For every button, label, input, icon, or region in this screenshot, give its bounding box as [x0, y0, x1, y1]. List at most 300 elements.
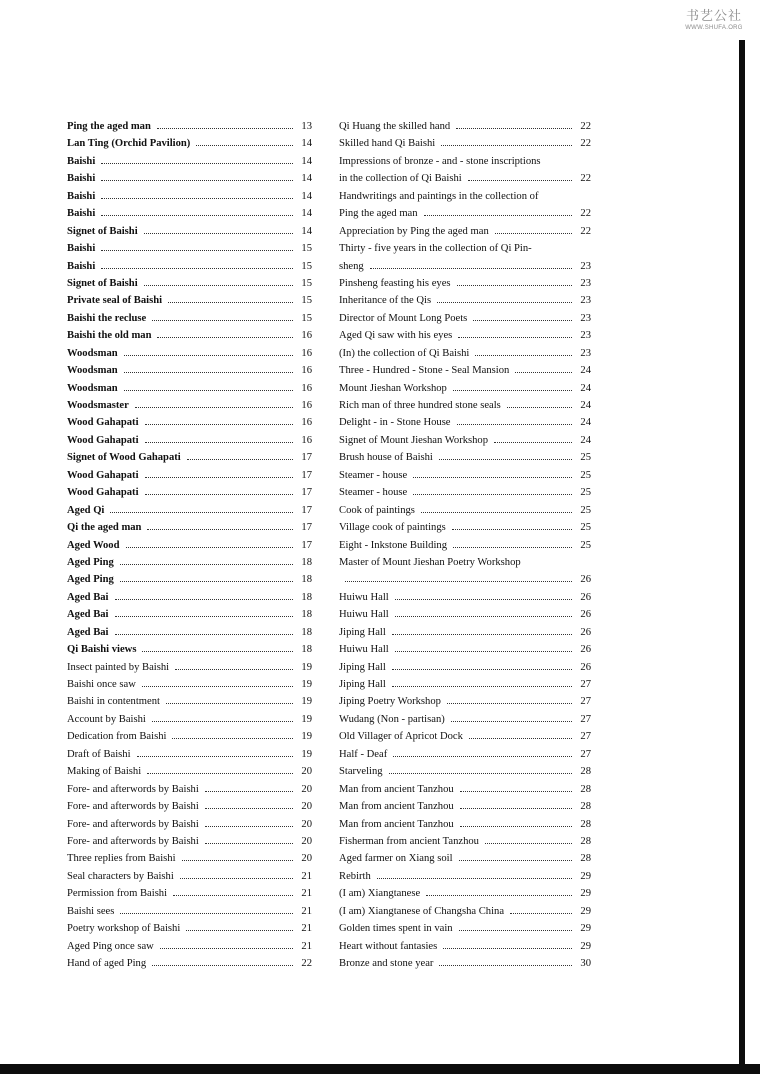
toc-entry-title: Thirty - five years in the collection of Qi Pin-: [339, 243, 532, 255]
toc-entry-title: Jiping Poetry Workshop: [339, 696, 441, 708]
toc-entry-title: Signet of Baishi: [67, 277, 138, 289]
dot-leader: [135, 397, 293, 408]
toc-entry: [67, 659, 312, 676]
toc-entry-title: Rebirth: [339, 870, 371, 882]
toc-entry-page: 14: [301, 138, 312, 150]
toc-entry-title: Bronze and stone year: [339, 958, 434, 969]
toc-entry: [339, 885, 591, 902]
toc-entry-page: 22: [301, 958, 312, 969]
toc-entry-title: Man from ancient Tanzhou: [339, 801, 454, 813]
toc-entry-page: 30: [580, 958, 591, 969]
toc-entry-page: 16: [301, 400, 312, 411]
dot-leader: [101, 258, 293, 269]
toc-entry-title: Draft of Baishi: [67, 748, 131, 760]
dot-leader: [468, 170, 572, 181]
dot-leader: [145, 414, 293, 425]
toc-entry: [67, 135, 312, 152]
toc-entry: [67, 763, 312, 780]
toc-entry-title: Golden times spent in vain: [339, 923, 453, 935]
toc-entry-title: Signet of Mount Jieshan Workshop: [339, 434, 489, 446]
toc-entry: [67, 746, 312, 763]
toc-entry-title: Qi the aged man: [67, 522, 142, 534]
toc-entry: [67, 362, 312, 379]
toc-entry-page: 22: [580, 225, 591, 237]
toc-entry-page: 24: [580, 365, 591, 377]
toc-entry-title: Delight - in - Stone House: [339, 417, 451, 429]
toc-entry-page: 23: [580, 312, 591, 324]
toc-entry: [67, 571, 312, 588]
toc-entry: [339, 153, 591, 170]
toc-entry-page: 20: [301, 818, 312, 830]
dot-leader: [451, 711, 572, 722]
toc-entry: [67, 519, 312, 536]
toc-entry: [339, 188, 591, 205]
toc-entry: [67, 292, 312, 309]
dot-leader: [413, 484, 572, 495]
toc-entry: [339, 135, 591, 152]
toc-entry-page: 27: [580, 679, 591, 690]
toc-entry: [339, 327, 591, 344]
toc-entry-title: Fore- and afterwords by Baishi: [67, 801, 199, 813]
toc-entry-title: Fore- and afterwords by Baishi: [67, 818, 199, 830]
toc-entry: [67, 641, 312, 658]
dot-leader: [485, 833, 572, 844]
toc-entry-title: Baishi: [67, 243, 96, 255]
toc-entry-page: 28: [580, 766, 591, 778]
toc-entry-page: 29: [580, 923, 591, 935]
dot-leader: [186, 920, 293, 931]
toc-entry: [339, 833, 591, 850]
toc-entry-page: 20: [301, 835, 312, 847]
toc-entry: [67, 676, 312, 693]
toc-entry-page: 22: [580, 138, 591, 150]
toc-entry: [67, 484, 312, 501]
toc-entry-title: Woodsmaster: [67, 400, 129, 411]
toc-entry: [67, 327, 312, 344]
toc-entry: [67, 938, 312, 955]
toc-entry-page: 29: [580, 888, 591, 900]
toc-entry: [339, 484, 591, 501]
dot-leader: [187, 449, 293, 460]
dot-leader: [460, 816, 572, 827]
toc-entry: [339, 816, 591, 833]
dot-leader: [392, 624, 572, 635]
dot-leader: [172, 728, 293, 739]
dot-leader: [180, 868, 293, 879]
dot-leader: [152, 955, 293, 966]
toc-entry-page: 26: [580, 626, 591, 638]
dot-leader: [424, 205, 572, 216]
toc-entry-page: 25: [580, 539, 591, 551]
toc-entry-title: Half - Deaf: [339, 748, 388, 760]
toc-entry-page: 20: [301, 783, 312, 795]
toc-entry-title: Old Villager of Apricot Dock: [339, 731, 463, 743]
toc-entry-title: Huiwu Hall: [339, 591, 389, 603]
toc-entry: [67, 554, 312, 571]
toc-entry-title: Eight - Inkstone Building: [339, 539, 447, 551]
toc-entry-page: 23: [580, 330, 591, 342]
toc-entry: [339, 920, 591, 937]
toc-entry: [339, 554, 591, 571]
toc-entry-page: 27: [580, 713, 591, 725]
dot-leader: [152, 711, 293, 722]
toc-entry-title: Wood Gahapati: [67, 469, 139, 481]
dot-leader: [137, 746, 293, 757]
toc-entry-page: 14: [301, 225, 312, 237]
toc-entry-title: Fisherman from ancient Tanzhou: [339, 835, 479, 847]
toc-entry-page: 15: [301, 295, 312, 307]
toc-entry-page: 17: [301, 539, 312, 551]
watermark: [678, 8, 750, 42]
toc-entry: [339, 606, 591, 623]
dot-leader: [389, 763, 572, 774]
dot-leader: [475, 345, 572, 356]
toc-entry-title: Aged farmer on Xiang soil: [339, 853, 453, 865]
toc-entry-title: Baishi in contentment: [67, 696, 160, 708]
toc-entry-title: Aged Ping: [67, 574, 114, 586]
dot-leader: [457, 414, 572, 425]
toc-entry: [67, 885, 312, 902]
toc-entry-title: Hand of aged Ping: [67, 958, 147, 969]
toc-entry-title: Lan Ting (Orchid Pavilion): [67, 138, 191, 150]
toc-entry: [339, 676, 591, 693]
toc-entry-title: Insect painted by Baishi: [67, 661, 170, 673]
watermark-url: WWW.SHUFA.ORG: [685, 25, 743, 31]
toc-entry-page: 18: [301, 556, 312, 568]
toc-entry: [339, 519, 591, 536]
toc-entry: [67, 449, 312, 466]
toc-entry-title: Permission from Baishi: [67, 888, 168, 900]
toc-entry-page: 19: [301, 748, 312, 760]
toc-entry-title: Baishi: [67, 155, 96, 167]
dot-leader: [101, 240, 293, 251]
toc-entry-title: Seal characters by Baishi: [67, 870, 174, 882]
toc-entry-page: 24: [580, 434, 591, 446]
toc-entry-title: Aged Bai: [67, 609, 109, 621]
dot-leader: [124, 362, 293, 373]
toc-entry-page: 17: [301, 504, 312, 516]
toc-entry-title: Private seal of Baishi: [67, 295, 163, 307]
dot-leader: [453, 380, 572, 391]
dot-leader: [142, 641, 293, 652]
toc-entry: [67, 537, 312, 554]
toc-entry-title: in the collection of Qi Baishi: [339, 173, 462, 185]
toc-entry-page: 21: [301, 940, 312, 952]
toc-entry: [339, 362, 591, 379]
toc-entry-title: Fore- and afterwords by Baishi: [67, 835, 199, 847]
toc-entry-title: Wood Gahapati: [67, 417, 139, 429]
toc-entry: [67, 188, 312, 205]
dot-leader: [173, 885, 293, 896]
toc-entry: [339, 223, 591, 240]
dot-leader: [453, 537, 572, 548]
page-edge-right: [739, 40, 745, 1074]
toc-entry-page: 21: [301, 923, 312, 935]
toc-entry-page: 15: [301, 312, 312, 324]
toc-entry: [339, 467, 591, 484]
toc-entry-title: Rich man of three hundred stone seals: [339, 400, 501, 411]
toc-entry-title: Starveling: [339, 766, 383, 778]
toc-entry-page: 18: [301, 591, 312, 603]
toc-entry-title: (I am) Xiangtanese: [339, 888, 421, 900]
toc-entry-title: Heart without fantasies: [339, 940, 438, 952]
toc-entry: [339, 798, 591, 815]
toc-entry-title: Huiwu Hall: [339, 644, 389, 656]
dot-leader: [196, 135, 293, 146]
toc-entry-title: Baishi: [67, 260, 96, 272]
dot-leader: [101, 153, 293, 164]
toc-entry-page: 28: [580, 853, 591, 865]
toc-entry-title: sheng: [339, 260, 364, 272]
toc-entry-title: Making of Baishi: [67, 766, 142, 778]
toc-entry-title: Aged Ping: [67, 556, 114, 568]
toc-entry: [67, 606, 312, 623]
dot-leader: [469, 728, 572, 739]
toc-entry-page: 21: [301, 870, 312, 882]
toc-entry: [67, 170, 312, 187]
toc-entry-page: 29: [580, 905, 591, 917]
toc-entry: [67, 816, 312, 833]
dot-leader: [205, 816, 293, 827]
dot-leader: [160, 938, 293, 949]
toc-entry-page: 15: [301, 277, 312, 289]
toc-entry: [67, 502, 312, 519]
toc-entry-title: (In) the collection of Qi Baishi: [339, 347, 470, 359]
toc-entry-title: Signet of Wood Gahapati: [67, 452, 181, 464]
toc-entry-page: 19: [301, 713, 312, 725]
toc-entry: [339, 449, 591, 466]
toc-entry-page: 22: [580, 173, 591, 185]
toc-entry-page: 26: [580, 591, 591, 603]
watermark-mark: 书艺公社: [685, 8, 742, 23]
toc-entry: [67, 310, 312, 327]
toc-entry: [339, 781, 591, 798]
toc-entry-page: 23: [580, 277, 591, 289]
dot-leader: [126, 537, 294, 548]
toc-entry-page: 17: [301, 469, 312, 481]
toc-entry-title: Three - Hundred - Stone - Seal Mansion: [339, 365, 510, 377]
toc-entry-page: 23: [580, 295, 591, 307]
toc-entry-title: Steamer - house: [339, 469, 408, 481]
toc-entry: [339, 763, 591, 780]
toc-entry: [67, 205, 312, 222]
dot-leader: [443, 938, 572, 949]
toc-entry-title: Dedication from Baishi: [67, 731, 167, 743]
toc-entry-page: 21: [301, 888, 312, 900]
toc-entry-page: 24: [580, 417, 591, 429]
dot-leader: [447, 693, 572, 704]
dot-leader: [441, 135, 572, 146]
dot-leader: [377, 868, 572, 879]
toc-entry-title: Fore- and afterwords by Baishi: [67, 783, 199, 795]
toc-entry: [339, 258, 591, 275]
toc-entry-title: Baishi once saw: [67, 679, 136, 690]
toc-entry-page: 26: [580, 661, 591, 673]
toc-entry-page: 22: [580, 121, 591, 132]
toc-entry-page: 16: [301, 417, 312, 429]
toc-entry: [339, 868, 591, 885]
dot-leader: [507, 397, 572, 408]
page-edge-bottom: [0, 1064, 760, 1074]
toc-entry: [67, 624, 312, 641]
toc-entry-page: 19: [301, 696, 312, 708]
dot-leader: [395, 589, 572, 600]
toc-entry: [339, 746, 591, 763]
toc-entry-title: Mount Jieshan Workshop: [339, 382, 447, 394]
toc-entry-title: Aged Qi saw with his eyes: [339, 330, 453, 342]
toc-entry: [67, 920, 312, 937]
toc-entry-page: 17: [301, 487, 312, 499]
dot-leader: [147, 519, 293, 530]
toc-entry-title: Three replies from Baishi: [67, 853, 176, 865]
dot-leader: [439, 449, 572, 460]
dot-leader: [152, 310, 293, 321]
dot-leader: [182, 850, 293, 861]
toc-entry: [67, 345, 312, 362]
toc-entry-page: 27: [580, 696, 591, 708]
toc-entry: [67, 589, 312, 606]
dot-leader: [115, 606, 294, 617]
toc-entry: [67, 467, 312, 484]
dot-leader: [124, 380, 293, 391]
toc-entry-title: Man from ancient Tanzhou: [339, 783, 454, 795]
toc-entry-title: Steamer - house: [339, 487, 408, 499]
toc-entry-title: Qi Baishi views: [67, 644, 137, 656]
dot-leader: [101, 188, 293, 199]
dot-leader: [101, 170, 293, 181]
toc-entry: [339, 205, 591, 222]
toc-entry: [339, 502, 591, 519]
dot-leader: [345, 571, 572, 582]
toc-entry: [67, 781, 312, 798]
toc-column-right: [339, 118, 591, 972]
toc-entry-title: Baishi: [67, 208, 96, 220]
toc-entry-page: 18: [301, 609, 312, 621]
toc-entry: [339, 397, 591, 414]
toc-entry-page: 28: [580, 783, 591, 795]
dot-leader: [101, 205, 293, 216]
toc-entry-title: Ping the aged man: [67, 121, 151, 132]
dot-leader: [205, 798, 293, 809]
toc-entry-title: Qi Huang the skilled hand: [339, 121, 451, 132]
toc-entry-title: Appreciation by Ping the aged man: [339, 225, 489, 237]
toc-entry-title: Skilled hand Qi Baishi: [339, 138, 436, 150]
toc-entry: [67, 903, 312, 920]
toc-entry-page: 18: [301, 644, 312, 656]
toc-entry-page: 14: [301, 190, 312, 202]
dot-leader: [510, 903, 572, 914]
toc-entry-page: 17: [301, 522, 312, 534]
toc-entry-page: 16: [301, 365, 312, 377]
dot-leader: [473, 310, 572, 321]
dot-leader: [145, 432, 293, 443]
dot-leader: [120, 571, 293, 582]
toc-entry-page: 25: [580, 522, 591, 534]
toc-entry: [339, 571, 591, 588]
toc-entry: [67, 728, 312, 745]
toc-entry: [67, 868, 312, 885]
dot-leader: [439, 955, 572, 966]
toc-entry: [67, 153, 312, 170]
toc-entry: [339, 414, 591, 431]
toc-entry: [67, 223, 312, 240]
toc-entry-page: 15: [301, 260, 312, 272]
toc-entry: [67, 693, 312, 710]
toc-entry-title: Woodsman: [67, 347, 118, 359]
toc-entry-title: Baishi: [67, 190, 96, 202]
toc-entry-title: Woodsman: [67, 365, 118, 377]
dot-leader: [120, 903, 293, 914]
dot-leader: [392, 676, 572, 687]
toc-entry-title: Poetry workshop of Baishi: [67, 923, 181, 935]
dot-leader: [392, 659, 572, 670]
toc-entry-title: Cook of paintings: [339, 504, 415, 516]
toc-entry: [339, 711, 591, 728]
toc-entry-page: 20: [301, 766, 312, 778]
toc-entry-page: 17: [301, 452, 312, 464]
toc-entry: [339, 641, 591, 658]
toc-entry: [67, 240, 312, 257]
toc-entry: [67, 258, 312, 275]
dot-leader: [460, 798, 572, 809]
dot-leader: [456, 118, 572, 129]
dot-leader: [144, 223, 293, 234]
toc-entry: [339, 693, 591, 710]
toc-entry-page: 27: [580, 731, 591, 743]
dot-leader: [115, 624, 294, 635]
toc-entry: [339, 275, 591, 292]
dot-leader: [495, 223, 572, 234]
dot-leader: [393, 746, 572, 757]
toc-entry: [67, 798, 312, 815]
dot-leader: [515, 362, 572, 373]
dot-leader: [124, 345, 293, 356]
toc-entry-page: 19: [301, 661, 312, 673]
dot-leader: [175, 659, 293, 670]
toc-entry-page: 19: [301, 679, 312, 690]
toc-entry: [67, 833, 312, 850]
toc-entry: [339, 903, 591, 920]
toc-entry-title: Ping the aged man: [339, 208, 418, 220]
toc-entry-page: 21: [301, 905, 312, 917]
toc-entry-title: Pinsheng feasting his eyes: [339, 277, 451, 289]
toc-entry-title: Wood Gahapati: [67, 487, 139, 499]
dot-leader: [115, 589, 294, 600]
toc-entry-page: 28: [580, 801, 591, 813]
dot-leader: [147, 763, 293, 774]
toc-entry-page: 16: [301, 347, 312, 359]
toc-entry: [339, 938, 591, 955]
toc-entry-page: 29: [580, 940, 591, 952]
toc-entry-page: 25: [580, 469, 591, 481]
toc-entry-page: 27: [580, 748, 591, 760]
dot-leader: [144, 275, 293, 286]
toc-entry: [339, 380, 591, 397]
dot-leader: [157, 118, 293, 129]
dot-leader: [459, 850, 572, 861]
toc-entry-title: Jiping Hall: [339, 661, 386, 673]
toc-entry: [339, 659, 591, 676]
dot-leader: [413, 467, 572, 478]
toc-entry-page: 16: [301, 434, 312, 446]
toc-entry-page: 20: [301, 801, 312, 813]
toc-entry: [67, 118, 312, 135]
toc-entry-title: Signet of Baishi: [67, 225, 138, 237]
toc-entry-title: Account by Baishi: [67, 713, 146, 725]
toc-entry: [339, 292, 591, 309]
toc-entry-title: Woodsman: [67, 382, 118, 394]
dot-leader: [457, 275, 572, 286]
